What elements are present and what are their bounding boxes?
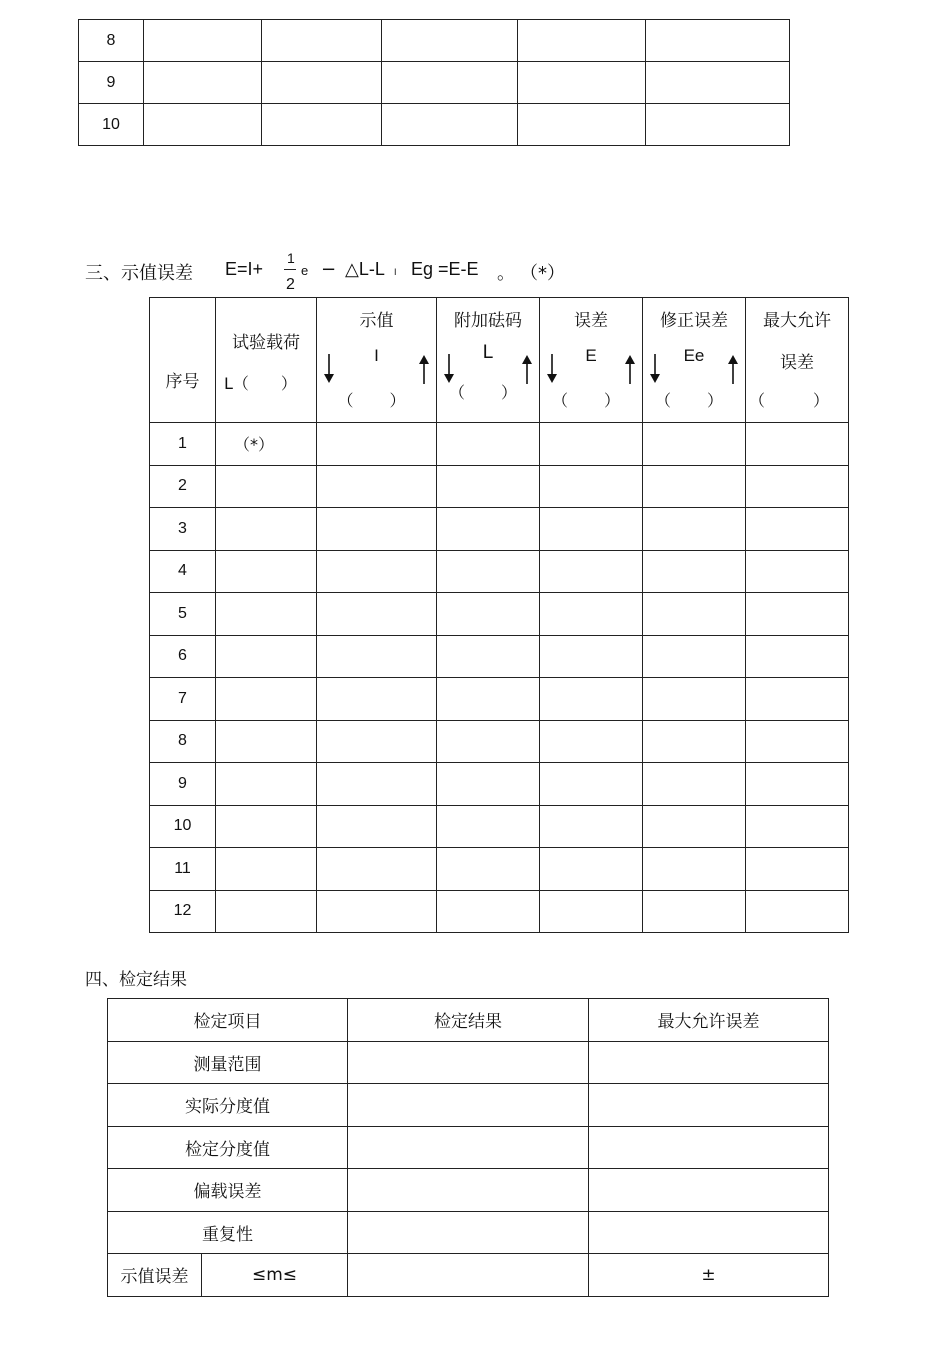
table-cell[interactable] [144, 62, 262, 104]
fraction-bar [284, 269, 296, 270]
row-number: 8 [79, 20, 144, 62]
weight-header [437, 298, 540, 423]
table-cell[interactable] [382, 20, 518, 62]
header-row [150, 298, 849, 423]
table-cell[interactable] [317, 720, 437, 763]
table-cell[interactable] [540, 848, 643, 891]
table-cell[interactable] [540, 720, 643, 763]
table-cell[interactable] [317, 890, 437, 933]
row-number: 6 [150, 635, 216, 678]
table-cell[interactable] [589, 1084, 829, 1127]
table-cell[interactable] [382, 104, 518, 146]
formula-star: （*） [520, 263, 565, 284]
weight-header-label: 附加砝码 [454, 311, 522, 331]
table-cell[interactable] [437, 720, 540, 763]
table-row [150, 763, 849, 806]
table-cell[interactable] [317, 848, 437, 891]
table-cell[interactable] [437, 550, 540, 593]
formula-sub-i: I [394, 267, 397, 277]
table-cell[interactable] [643, 848, 746, 891]
corrected-error-unit: （ ） [654, 391, 733, 410]
table-cell[interactable] [540, 508, 643, 551]
table-cell[interactable] [540, 465, 643, 508]
table-cell[interactable] [518, 62, 646, 104]
table-cell[interactable] [746, 550, 849, 593]
table-row [150, 890, 849, 933]
table-cell[interactable] [646, 104, 790, 146]
table-cell[interactable] [643, 805, 746, 848]
weight-symbol: L [482, 342, 494, 363]
table-cell[interactable] [746, 720, 849, 763]
table-row [108, 1169, 829, 1212]
load-header [216, 298, 317, 423]
row-number: 4 [150, 550, 216, 593]
table-row [150, 805, 849, 848]
table-cell[interactable] [540, 763, 643, 806]
table-row [150, 423, 849, 466]
formula-dot: 。 [497, 263, 515, 284]
table-cell[interactable] [643, 763, 746, 806]
mpe-plusminus: ± [589, 1254, 829, 1297]
table-row [150, 593, 849, 636]
indication-header [317, 298, 437, 423]
table-row [108, 1254, 829, 1297]
table-cell[interactable] [348, 1211, 589, 1254]
row-number: 10 [150, 805, 216, 848]
mpe-header: 最大允许误差 [589, 999, 829, 1042]
table-cell[interactable] [437, 805, 540, 848]
table-cell[interactable] [262, 62, 382, 104]
table-row [150, 678, 849, 721]
table-cell[interactable] [437, 508, 540, 551]
top-table [78, 19, 790, 146]
table-cell[interactable] [646, 62, 790, 104]
table-cell[interactable] [746, 593, 849, 636]
formula-minus: − [321, 259, 337, 280]
item-eccentric-error: 偏载误差 [108, 1169, 348, 1212]
indication-header-label: 示值 [359, 311, 394, 331]
load-cell[interactable] [216, 848, 317, 891]
table-cell[interactable] [540, 635, 643, 678]
indication-error-table [149, 297, 849, 933]
table-cell[interactable] [643, 720, 746, 763]
section4-title: 四、检定结果 [85, 970, 187, 990]
table-cell[interactable] [643, 423, 746, 466]
table-cell[interactable] [317, 678, 437, 721]
row-number: 9 [79, 62, 144, 104]
header-row [108, 999, 829, 1042]
section3-title: 三、示值误差 [85, 263, 193, 284]
table-cell[interactable] [540, 805, 643, 848]
arrow-up-icon [727, 354, 739, 384]
table-cell[interactable] [437, 890, 540, 933]
table-cell[interactable] [540, 550, 643, 593]
error-symbol: E [585, 346, 597, 365]
table-row [150, 550, 849, 593]
table-cell[interactable] [317, 635, 437, 678]
table-cell[interactable] [746, 763, 849, 806]
load-header-unit: L（ ） [224, 374, 297, 393]
table-row [150, 720, 849, 763]
table-cell[interactable] [589, 1169, 829, 1212]
table-cell[interactable] [317, 763, 437, 806]
table-row [79, 62, 790, 104]
table-row [108, 1211, 829, 1254]
indication-unit: （ ） [337, 391, 416, 410]
table-cell[interactable] [643, 550, 746, 593]
load-cell[interactable] [216, 635, 317, 678]
load-cell[interactable] [216, 763, 317, 806]
table-row [108, 1041, 829, 1084]
row-number: 8 [150, 720, 216, 763]
table-cell[interactable] [144, 104, 262, 146]
item-measuring-range: 测量范围 [108, 1041, 348, 1084]
load-cell[interactable] [216, 465, 317, 508]
row-number: 12 [150, 890, 216, 933]
error-header [540, 298, 643, 423]
table-cell[interactable] [746, 423, 849, 466]
table-cell[interactable] [437, 678, 540, 721]
result-header: 检定结果 [348, 999, 589, 1042]
table-cell[interactable] [437, 593, 540, 636]
table-row [108, 1126, 829, 1169]
load-cell[interactable] [216, 678, 317, 721]
corrected-error-symbol: Ee [683, 346, 705, 365]
table-cell[interactable] [643, 508, 746, 551]
formula-frac-den: 2 [286, 276, 295, 293]
load-cell[interactable] [216, 550, 317, 593]
table-row [79, 20, 790, 62]
table-cell[interactable] [540, 678, 643, 721]
table-cell[interactable] [437, 848, 540, 891]
table-cell[interactable] [643, 890, 746, 933]
arrow-up-icon [418, 354, 430, 384]
table-cell[interactable] [746, 848, 849, 891]
table-cell[interactable] [262, 20, 382, 62]
table-row [150, 465, 849, 508]
formula-eg: Eg =E-E [411, 259, 479, 279]
table-cell[interactable] [589, 1126, 829, 1169]
row-number: 10 [79, 104, 144, 146]
table-cell[interactable] [348, 1254, 589, 1297]
error-header-label: 误差 [574, 311, 608, 331]
formula-e-eq: E=I+ [225, 259, 264, 279]
table-cell[interactable] [144, 20, 262, 62]
load-cell[interactable] [216, 805, 317, 848]
table-cell[interactable] [746, 805, 849, 848]
row-number: 9 [150, 763, 216, 806]
table-cell[interactable] [317, 593, 437, 636]
table-cell[interactable] [646, 20, 790, 62]
seq-header-label: 序号 [165, 372, 200, 392]
table-row [108, 1084, 829, 1127]
mpe-header-label-1: 最大允许 [763, 311, 831, 331]
item-header: 检定项目 [108, 999, 348, 1042]
table-cell[interactable] [317, 805, 437, 848]
mpe-header-label-2: 误差 [780, 353, 814, 373]
load-cell[interactable] [216, 890, 317, 933]
table-cell[interactable] [317, 550, 437, 593]
load-cell[interactable]: （*） [216, 423, 317, 466]
table-cell[interactable] [382, 62, 518, 104]
table-cell[interactable] [589, 1211, 829, 1254]
table-cell[interactable] [437, 635, 540, 678]
table-cell[interactable] [348, 1169, 589, 1212]
row-number: 7 [150, 678, 216, 721]
range-cell: ≤m≤ [202, 1254, 348, 1297]
table-row [79, 104, 790, 146]
table-cell[interactable] [437, 423, 540, 466]
item-repeatability: 重复性 [108, 1211, 348, 1254]
table-cell[interactable] [643, 678, 746, 721]
item-indication-error: 示值误差 [108, 1254, 202, 1297]
load-cell[interactable] [216, 593, 317, 636]
table-cell[interactable] [746, 678, 849, 721]
item-verification-division: 检定分度值 [108, 1126, 348, 1169]
row-number: 2 [150, 465, 216, 508]
row-number: 5 [150, 593, 216, 636]
table-cell[interactable] [437, 763, 540, 806]
formula-delta: △L-L [345, 259, 385, 279]
table-cell[interactable] [746, 465, 849, 508]
table-cell[interactable] [437, 465, 540, 508]
table-cell[interactable] [540, 593, 643, 636]
table-cell[interactable] [746, 635, 849, 678]
item-actual-division: 实际分度值 [108, 1084, 348, 1127]
table-cell[interactable] [348, 1084, 589, 1127]
load-cell[interactable] [216, 720, 317, 763]
mpe-unit: （ ） [748, 391, 845, 410]
table-cell[interactable] [262, 104, 382, 146]
formula-e-small: e [301, 263, 309, 278]
table-cell[interactable] [348, 1126, 589, 1169]
row-number: 11 [150, 848, 216, 891]
table-row [150, 848, 849, 891]
table-cell[interactable] [317, 423, 437, 466]
table-cell[interactable] [746, 890, 849, 933]
table-cell[interactable] [518, 104, 646, 146]
load-header-label: 试验载荷 [232, 333, 300, 353]
table-cell[interactable] [540, 890, 643, 933]
table-row [150, 508, 849, 551]
weight-unit: （ ） [448, 383, 527, 402]
table-cell[interactable] [317, 508, 437, 551]
table-cell[interactable] [746, 508, 849, 551]
error-unit: （ ） [551, 391, 630, 410]
row-number: 1 [150, 423, 216, 466]
load-cell[interactable] [216, 508, 317, 551]
table-cell[interactable] [540, 423, 643, 466]
table-cell[interactable] [348, 1041, 589, 1084]
corrected-error-header [643, 298, 746, 423]
row-number: 3 [150, 508, 216, 551]
indication-symbol: I [374, 346, 379, 365]
corrected-error-header-label: 修正误差 [660, 311, 728, 331]
table-cell[interactable] [643, 465, 746, 508]
seq-header [150, 298, 216, 423]
formula-frac-num: 1 [287, 250, 295, 266]
arrow-up-icon [624, 354, 636, 384]
table-cell[interactable] [589, 1041, 829, 1084]
table-cell[interactable] [643, 635, 746, 678]
mpe-header [746, 298, 849, 423]
table-row [150, 635, 849, 678]
verification-result-table [107, 998, 829, 1297]
table-cell[interactable] [518, 20, 646, 62]
table-cell[interactable] [643, 593, 746, 636]
table-cell[interactable] [317, 465, 437, 508]
